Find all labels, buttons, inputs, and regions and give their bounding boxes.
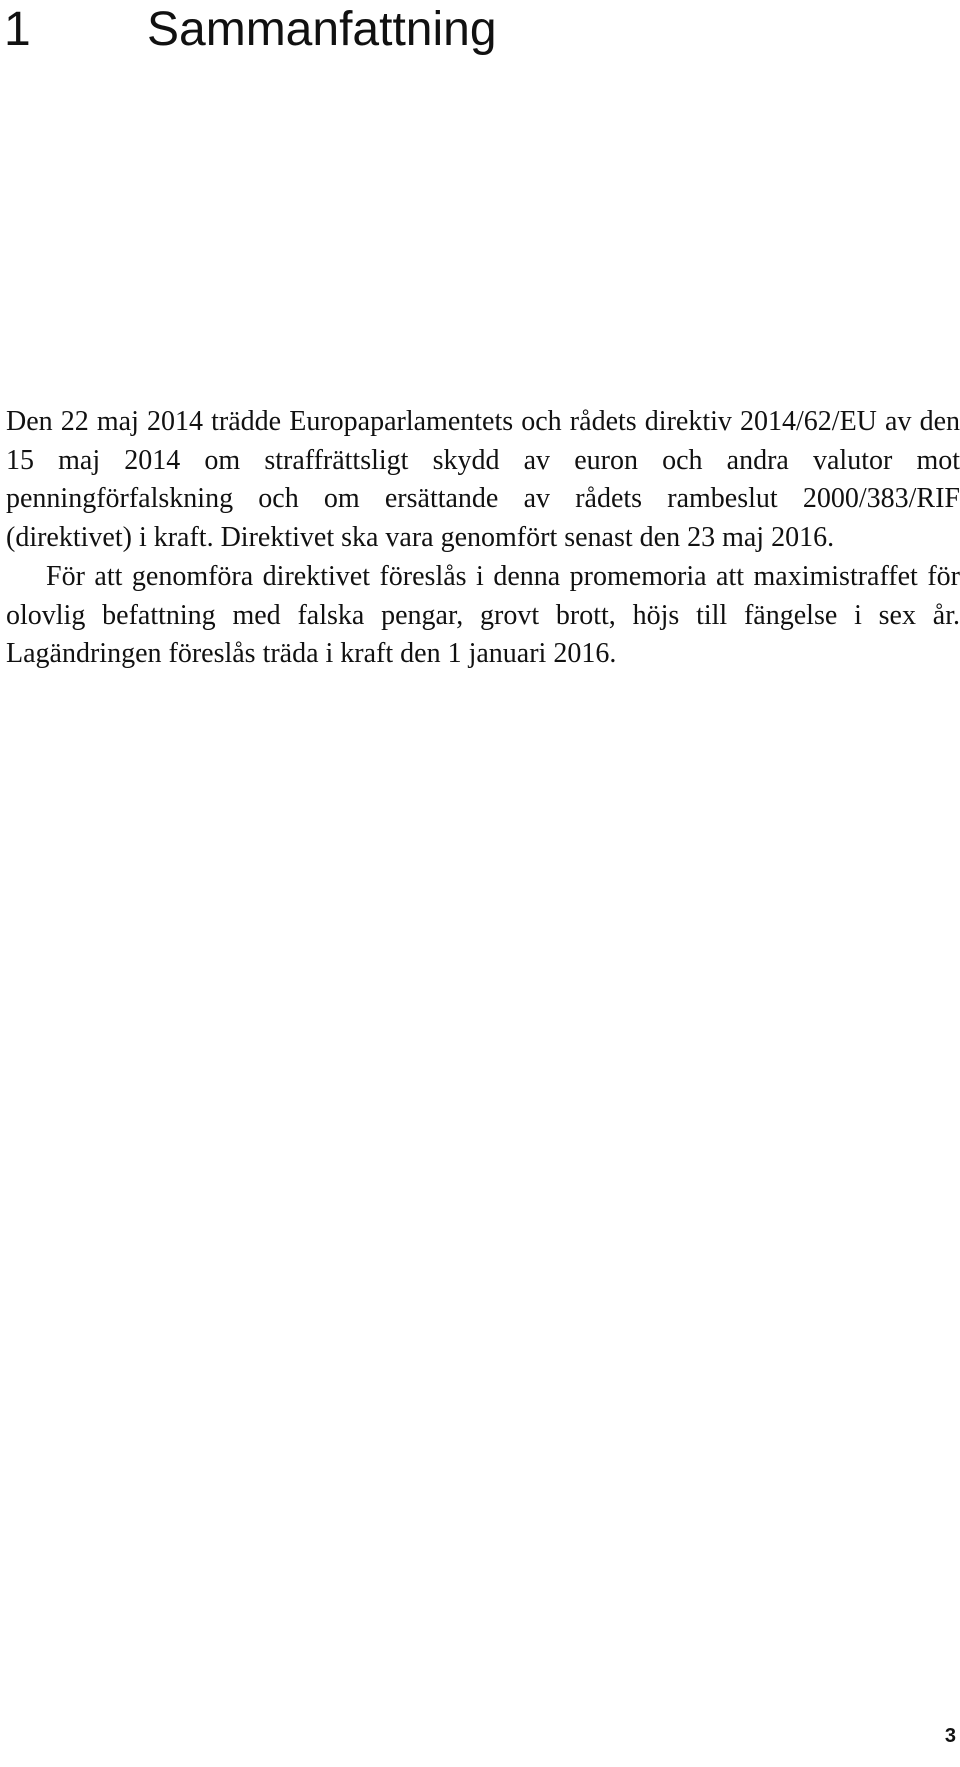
section-heading bbox=[0, 0, 497, 60]
section-title: Sammanfattning bbox=[147, 3, 497, 56]
paragraph-directive: Den 22 maj 2014 trädde Europaparlamentets och rådets direktiv 2014/62/EU av den 15 maj 2014 om straffrättsligt skydd av euron och andra valutor mot penningförfalskning och om ersättande av rådets rambeslut 2000/383/RIF (direktivet) i kraft. Direktivet ska vara genomfört senast den 23 maj 2016. bbox=[6, 406, 960, 554]
summary-body bbox=[6, 403, 960, 674]
section-number: 1 bbox=[4, 3, 31, 56]
paragraph-proposal: För att genomföra direktivet föreslås i denna promemoria att maximistraffet för olovlig befattning med falska pengar, grovt brott, höjs till fängelse i sex år. Lagändringen föreslås träda i kraft den 1 januari 2016. bbox=[6, 560, 960, 670]
page-number: 3 bbox=[944, 1725, 956, 1747]
